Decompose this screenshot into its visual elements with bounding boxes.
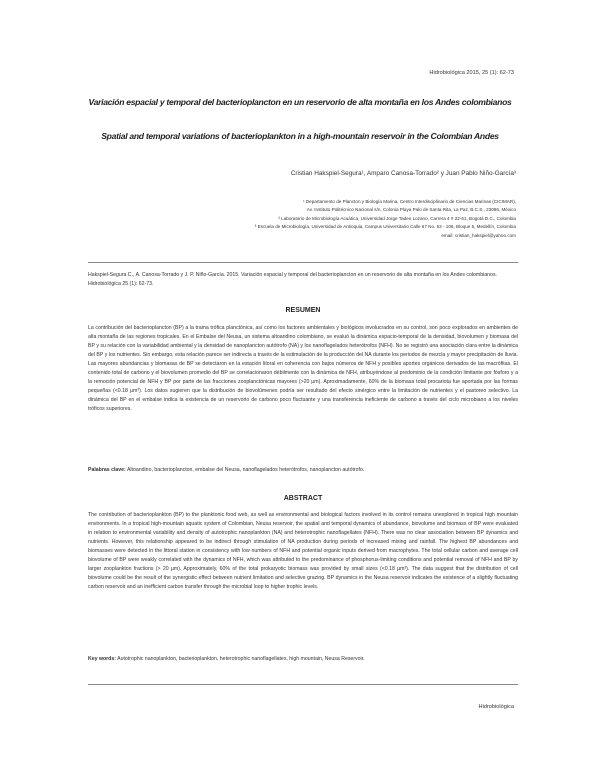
affiliation-line: Av. Instituto Politécnico Nacional s/n, Colonia Playa Palo de Santa Rita, La Paz, B.C.S., 23096, México <box>306 207 516 213</box>
title-english: Spatial and temporal variations of bacterioplankton in a high-mountain reservoir in the Colombian Andes <box>101 131 499 141</box>
abstract-body: The contribution of bacterioplankton (BP) to the planktonic food web, as well as environmental and biological factors involved in its control remains unexplored in tropical high mountain environments. In a tropical high-mountain aquatic system of Colombian, Neusa reservoir, the spatial and temporal dynamics of abundance, biovolume and biomass of BP were evaluated in relation to environmental variability and density of autotrophic nanoplankton (NA) and heterotrophic nanoflagellates (NFH). There was no clear association between BP dynamics and nutrients. However, this relationship appeared to be indirect through stimulation of NA production during periods of increased mixing and rainfall. The highest BP abundances and biomasses were detected in the littoral station in consistency with low numbers of NFH and potential organic inputs derived from macrophytes. The total cellular carbon and average cell biovolume of BP were weakly correlated with the dynamics of NFH, which was attributed to the predominance of phosphorus-limiting conditions and potential removal of NFH and BP by larger zooplankton fractions (> 20 µm). Approximately, 60% of the total prokaryotic biomass was provided by small sizes (<0.18 µm³). The data suggest that the distribution of cell biovolume could be the result of the synergistic effect between nutrient limitation and selective grazing. BP dynamics in the Neusa reservoir indicates the existence of a slightly fluctuating carbon reservoir and an inefficient carbon transfer through the microbial loop to higher trophic levels. <box>88 512 518 591</box>
affiliation-line: ² Laboratorio de Microbiología Acuática, Universidad Jorge Tadeo Lozano, Carrera 4 # 22-61, Bogotá D.C., Colombia <box>278 215 516 221</box>
resumen-heading: RESUMEN <box>285 307 321 314</box>
keywords-label: Key words: <box>88 656 116 662</box>
keywords-spanish <box>88 466 518 475</box>
contact-email: email: cristian_hakspiel@yahoo.com <box>441 232 516 238</box>
abstract-heading: ABSTRACT <box>283 495 323 502</box>
footer-journal: Hidrobiológica <box>478 704 514 710</box>
journal-reference: Hidrobiológica 2015, 25 (1): 62-73 <box>429 70 514 76</box>
keywords-label: Palabras clave: <box>88 467 126 473</box>
divider <box>88 684 518 685</box>
title-spanish: Variación espacial y temporal del bacterioplancton en un reservorio de alta montaña en los Andes colombianos <box>88 97 512 107</box>
author-list: Cristian Hakspiel-Segura¹, Amparo Canosa-Torrado² y Juan Pablo Niño-García³ <box>290 170 516 177</box>
citation: Hakspiel-Segura C., A. Canosa-Torrado y J. P. Niño-García. 2015. Variación espacial y temporal del bacterioplancton en un reservorio de alta montaña en los Andes colombianos. Hidrobiológica 25 (1): 62-73. <box>88 272 497 287</box>
keywords-text: Autotrophic nanoplankton, bacterioplankton, heterotrophic nanoflagellates, high mountain, Neusa Reservoir. <box>117 656 365 662</box>
affiliation-line: ¹ Departamento de Plancton y Biología Marina, Centro Interdisciplinario de Ciencias Marinas (CICIMAR), <box>303 199 516 204</box>
affiliation-line: ³ Escuela de Microbiología, Universidad de Antioquia, Campus Universitario Calle 67 No. 53 - 108, Bloque 5, Medellín, Colombia <box>254 224 516 230</box>
keywords-english <box>88 655 518 664</box>
divider <box>88 262 518 263</box>
keywords-text: Altoandino, bacterioplancton, embalse del Neusa, nanoflagelados heterótrofos, nanoplancton autótrofo. <box>126 467 365 473</box>
affiliations <box>136 198 516 240</box>
resumen-body: La contribución del bacterioplancton (BP) a la trama trófica planctónica, así como los factores ambientales y biológicos involucrados en su control, son poco explorados en ambientes de alta montaña de las regiones tropicales. En el Embalse del Neusa, un sistema altoandino colombiano, se evaluó la dinámica espacio-temporal de la densidad, biovolumen y biomasa del BP y su relación con la variabilidad ambiental y la densidad de nanoplancton autótrofo (NA) y los nanoflagelados heterótrofos (NFH). No se registró una asociación clara entre la dinámica del BP y los nutrientes. Sin embargo, esta relación parece ser indirecta a través de la estimulación de la producción del NA durante los periodos de mezcla y mayor precipitación de lluvia. Las mayores abundancias y biomasas de BP se detectaron en la estación litoral en coherencia con bajos números de NFH y posibles aportes orgánicos derivados de las macrófitas. El contenido total de carbono y el biovolumen promedio del BP se correlacionaron débilmente con la dinámica de NFH, atribuyéndose al predominio de la condición limitante por fósforo y a la remoción potencial de NFH y BP por parte de las fracciones zooplanctónicas mayores (>20 µm). Aproximadamente, 60% de la biomasa total procariota fue aportada por las formas pequeñas (<0.18 µm³). Los datos sugieren que la distribución de biovolúmenes podría ser resultado del efecto sinérgico entre la limitación de nutrientes y el pastoreo selectivo. La dinámica del BP en el embalse indica la existencia de un reservorio de carbono poco fluctuante y una transferencia ineficiente de carbono a través del ciclo microbiano a los niveles tróficos superiores. <box>88 325 518 413</box>
